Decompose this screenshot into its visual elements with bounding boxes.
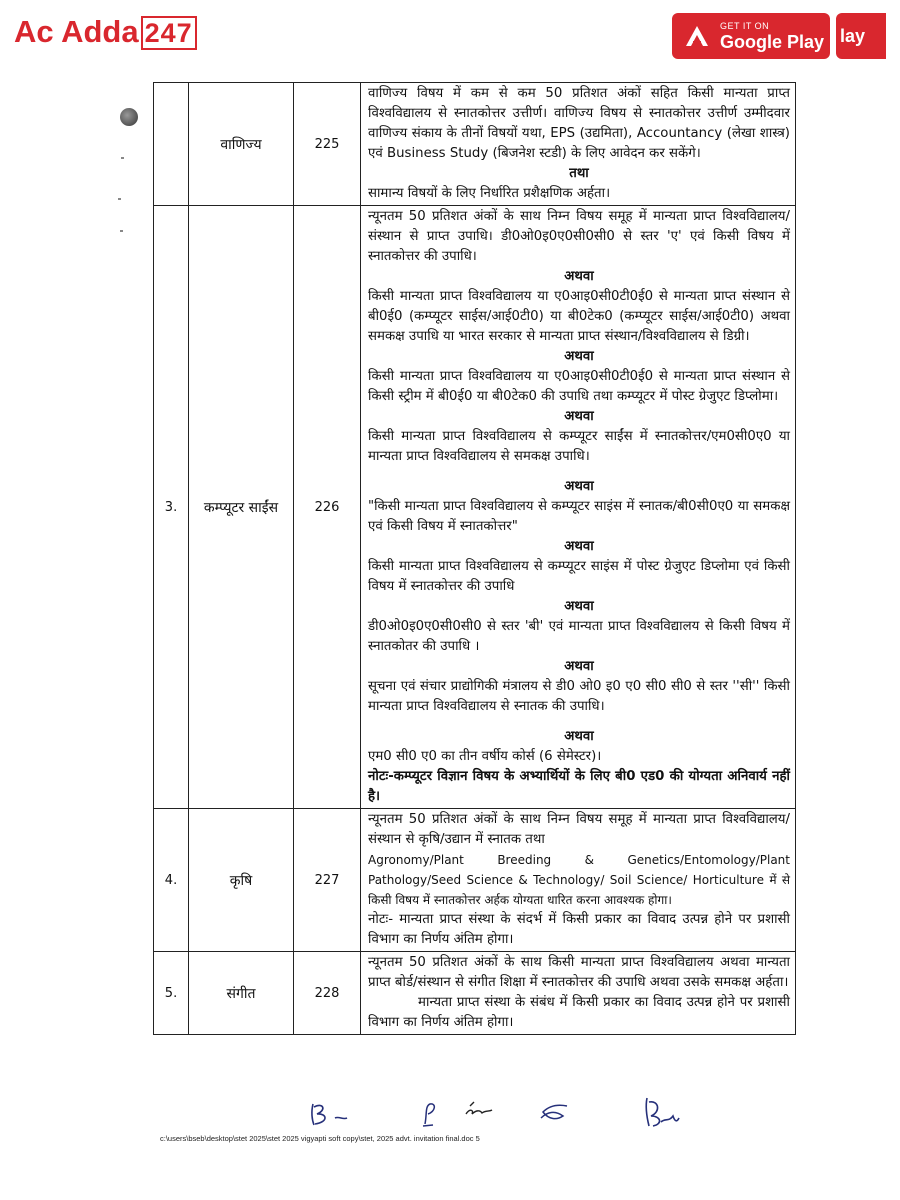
qualification-text: न्यूनतम 50 प्रतिशत अंकों के साथ किसी मान्यता प्राप्त विश्वविद्यालय अथवा मान्यता प्राप्त बोर्ड/संस्थान से संगीत शिक्षा में स्नातकोत्तर की उपाधि अथवा उसके समकक्ष अर्हता। bbox=[368, 955, 790, 990]
logo-name: Adda bbox=[61, 14, 139, 49]
or-separator: तथा bbox=[569, 166, 589, 181]
scan-dot bbox=[118, 198, 121, 200]
qualification-text: न्यूनतम 50 प्रतिशत अंकों के साथ निम्न विषय समूह में मान्यता प्राप्त विश्वविद्यालय/संस्थान से प्राप्त उपाधि। डी0ओ0इ0ए0सी0सी0 से स्तर 'ए' एवं किसी विषय में स्नातकोत्तर की उपाधि। bbox=[368, 209, 790, 264]
logo-prefix: Ac bbox=[14, 14, 54, 49]
serial-number: 5. bbox=[154, 952, 189, 1035]
qualification-cell bbox=[361, 809, 796, 952]
logo-number: 247 bbox=[141, 16, 197, 50]
qualification-text: किसी मान्यता प्राप्त विश्वविद्यालय या ए0आइ0सी0टी0ई0 से मान्यता प्राप्त संस्थान से बी0ई0 (कम्प्यूटर साईस/आई0टी0) या बी0टेक0 (कम्प्यूटर साईस/आई0टी0) अथवा समकक्ष उपाधि या भारत सरकार से मान्यता प्राप्त संस्थान/विश्वविद्यालय से डिग्री। bbox=[368, 289, 790, 344]
qualification-text: किसी मान्यता प्राप्त विश्वविद्यालय से कम्प्यूटर साइंस में पोस्ट ग्रेजुएट डिप्लोमा एवं किसी विषय में स्नातकोत्तर की उपाधि bbox=[368, 559, 790, 594]
qualification-text: "किसी मान्यता प्राप्त विश्वविद्यालय से कम्प्यूटर साइंस में स्नातक/बी0सी0ए0 या समकक्ष एवं किसी विषय में स्नातकोत्तर" bbox=[368, 499, 790, 534]
punch-hole bbox=[120, 108, 138, 126]
scan-dot bbox=[120, 230, 123, 232]
row-computer-science bbox=[154, 206, 796, 809]
adda247-logo[interactable] bbox=[14, 14, 197, 50]
secondary-play-button[interactable]: lay bbox=[836, 13, 886, 59]
subject-code: 225 bbox=[294, 83, 361, 206]
qualification-text: सामान्य विषयों के लिए निर्धारित प्रशैक्षणिक अर्हता। bbox=[368, 186, 611, 201]
play-small-text: GET IT ON bbox=[720, 21, 770, 31]
qualification-text: किसी मान्यता प्राप्त विश्वविद्यालय से कम्प्यूटर साईंस में स्नातकोत्तर/एम0सी0ए0 या मान्यता प्राप्त विश्वविद्यालय से समकक्ष उपाधि। bbox=[368, 429, 790, 464]
or-separator: अथवा bbox=[564, 729, 594, 744]
signature-3 bbox=[462, 1098, 494, 1122]
qualification-text: डी0ओ0इ0ए0सी0सी0 से स्तर 'बी' एवं मान्यता प्राप्त विश्वविद्यालय से किसी विषय में स्नातकोतर की उपाधि । bbox=[368, 619, 790, 654]
signature-2 bbox=[415, 1098, 445, 1130]
qualification-text: वाणिज्य विषय में कम से कम 50 प्रतिशत अंकों सहित किसी मान्यता प्राप्त विश्वविद्यालय से स्नातकोत्तर उत्तीर्ण। वाणिज्य विषय से स्नातकोत्तर उत्तीर्ण उम्मीदवार वाणिज्य संकाय के तीनों विषयों यथा, EPS (उद्यमिता), Accountancy (लेखा शास्त्र) एवं Business Study (बिजनेश स्टडी) के लिए आवेदन कर सकेंगे। bbox=[368, 86, 790, 161]
subject-code: 228 bbox=[294, 952, 361, 1035]
qualification-text: Agronomy/Plant Breeding & Genetics/Entomology/Plant Pathology/Seed Science & Technology/ Soil Science/ Horticulture में से किसी विषय में स्नातकोत्तर अर्हक योग्यता धारित करना आवश्यक होगा। bbox=[368, 853, 790, 907]
qualification-cell bbox=[361, 952, 796, 1035]
or-separator: अथवा bbox=[564, 539, 594, 554]
qualification-text: किसी मान्यता प्राप्त विश्वविद्यालय या ए0आइ0सी0टी0ई0 से मान्यता प्राप्त संस्थान से किसी स्ट्रीम में बी0ई0 या बी0टेक0 की उपाधि तथा कम्प्यूटर में पोस्ट ग्रेजुएट डिप्लोमा। bbox=[368, 369, 790, 404]
serial-number: 3. bbox=[154, 206, 189, 809]
google-play-button[interactable] bbox=[672, 13, 830, 59]
app-header bbox=[0, 0, 900, 64]
qualification-table bbox=[153, 82, 796, 1035]
qualification-text: नोटः- मान्यता प्राप्त संस्था के संदर्भ में किसी प्रकार का विवाद उत्पन्न होने पर प्रशासी विभाग का निर्णय अंतिम होगा। bbox=[368, 912, 790, 947]
serial-number: 4. bbox=[154, 809, 189, 952]
or-separator: अथवा bbox=[564, 269, 594, 284]
file-path: c:\users\bseb\desktop\stet 2025\stet 2025 vigyapti soft copy\stet, 2025 advt. invitation final.doc 5 bbox=[160, 1134, 480, 1143]
qualification-cell bbox=[361, 83, 796, 206]
qualification-text: एम0 सी0 ए0 का तीन वर्षीय कोर्स (6 सेमेस्टर)। bbox=[368, 749, 602, 764]
or-separator: अथवा bbox=[564, 479, 594, 494]
qualification-text: न्यूनतम 50 प्रतिशत अंकों के साथ निम्न विषय समूह में मान्यता प्राप्त विश्वविद्यालय/संस्थान से कृषि/उद्यान में स्नातक तथा bbox=[368, 812, 790, 847]
or-separator: अथवा bbox=[564, 659, 594, 674]
or-separator: अथवा bbox=[564, 349, 594, 364]
subject-name: कृषि bbox=[189, 809, 294, 952]
subject-name: कम्प्यूटर साईंस bbox=[189, 206, 294, 809]
signature-5 bbox=[635, 1092, 680, 1132]
subject-name: वाणिज्य bbox=[189, 83, 294, 206]
qualification-text: मान्यता प्राप्त संस्था के संबंध में किसी प्रकार का विवाद उत्पन्न होने पर प्रशासी विभाग का निर्णय अंतिम होगा। bbox=[368, 995, 790, 1030]
row-music bbox=[154, 952, 796, 1035]
or-separator: अथवा bbox=[564, 599, 594, 614]
subject-name: संगीत bbox=[189, 952, 294, 1035]
or-separator: अथवा bbox=[564, 409, 594, 424]
scan-dot bbox=[121, 157, 124, 159]
qualification-cell bbox=[361, 206, 796, 809]
play-store-icon bbox=[684, 23, 710, 49]
subject-code: 227 bbox=[294, 809, 361, 952]
qualification-text: सूचना एवं संचार प्राद्योगिकी मंत्रालय से डी0 ओ0 इ0 ए0 सी0 सी0 से स्तर ''सी'' किसी मान्यता प्राप्त विश्वविद्यालय से स्नातक की उपाधि। bbox=[368, 679, 790, 714]
row-commerce bbox=[154, 83, 796, 206]
subject-code: 226 bbox=[294, 206, 361, 809]
row-agriculture bbox=[154, 809, 796, 952]
signature-1 bbox=[305, 1098, 350, 1128]
qualification-text: नोटः-कम्प्यूटर विज्ञान विषय के अभ्यार्थियों के लिए बी0 एड0 की योग्यता अनिवार्य नहीं है। bbox=[368, 769, 790, 804]
signature-4 bbox=[535, 1098, 571, 1126]
play-big-text: Google Play bbox=[720, 32, 825, 52]
serial-number bbox=[154, 83, 189, 206]
